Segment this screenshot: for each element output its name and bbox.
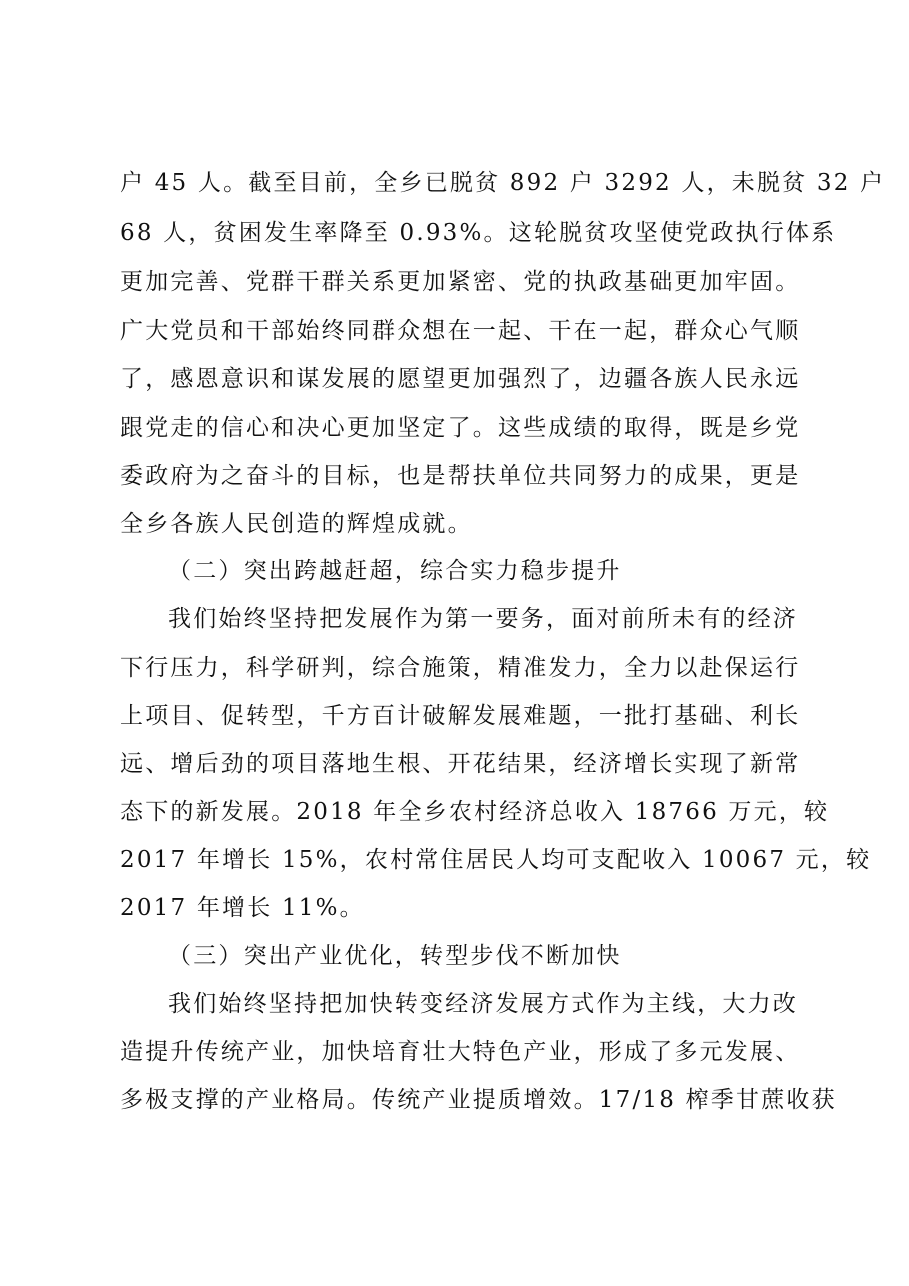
body-text-line: 68 人，贫困发生率降至 0.93%。这轮脱贫攻坚使党政执行体系	[120, 220, 837, 246]
body-text-line: 2017 年增长 15%，农村常住居民人均可支配收入 10067 元，较	[120, 847, 872, 873]
body-text-line: 户 45 人。截至目前，全乡已脱贫 892 户 3292 人，未脱贫 32 户	[120, 170, 886, 196]
body-text-line: 全乡各族人民创造的辉煌成就。	[120, 511, 473, 537]
body-text-line: 我们始终坚持把加快转变经济发展方式作为主线，大力改	[168, 991, 798, 1017]
body-text-line: 2017 年增长 11%。	[120, 895, 365, 921]
body-text-line: 多极支撑的产业格局。传统产业提质增效。17/18 榨季甘蔗收获	[120, 1087, 837, 1113]
body-text-line: 广大党员和干部始终同群众想在一起、干在一起，群众心气顺	[120, 318, 801, 344]
body-text-line: 更加完善、党群干群关系更加紧密、党的执政基础更加牢固。	[120, 269, 801, 295]
body-text-line: 态下的新发展。2018 年全乡农村经济总收入 18766 万元，较	[120, 799, 830, 825]
body-text-line: 远、增后劲的项目落地生根、开花结果，经济增长实现了新常	[120, 751, 801, 777]
section-heading: （二）突出跨越赶超，综合实力稳步提升	[168, 558, 622, 584]
body-text-line: 造提升传统产业，加快培育壮大特色产业，形成了多元发展、	[120, 1039, 801, 1065]
body-text-line: 跟党走的信心和决心更加坚定了。这些成绩的取得，既是乡党	[120, 415, 801, 441]
body-text-line: 我们始终坚持把发展作为第一要务，面对前所未有的经济	[168, 606, 798, 632]
body-text-line: 下行压力，科学研判，综合施策，精准发力，全力以赴保运行	[120, 655, 801, 681]
body-text-line: 委政府为之奋斗的目标，也是帮扶单位共同努力的成果，更是	[120, 463, 801, 489]
body-text-line: 上项目、促转型，千方百计破解发展难题，一批打基础、利长	[120, 703, 801, 729]
body-text-line: 了，感恩意识和谋发展的愿望更加强烈了，边疆各族人民永远	[120, 366, 801, 392]
section-heading: （三）突出产业优化，转型步伐不断加快	[168, 943, 622, 969]
